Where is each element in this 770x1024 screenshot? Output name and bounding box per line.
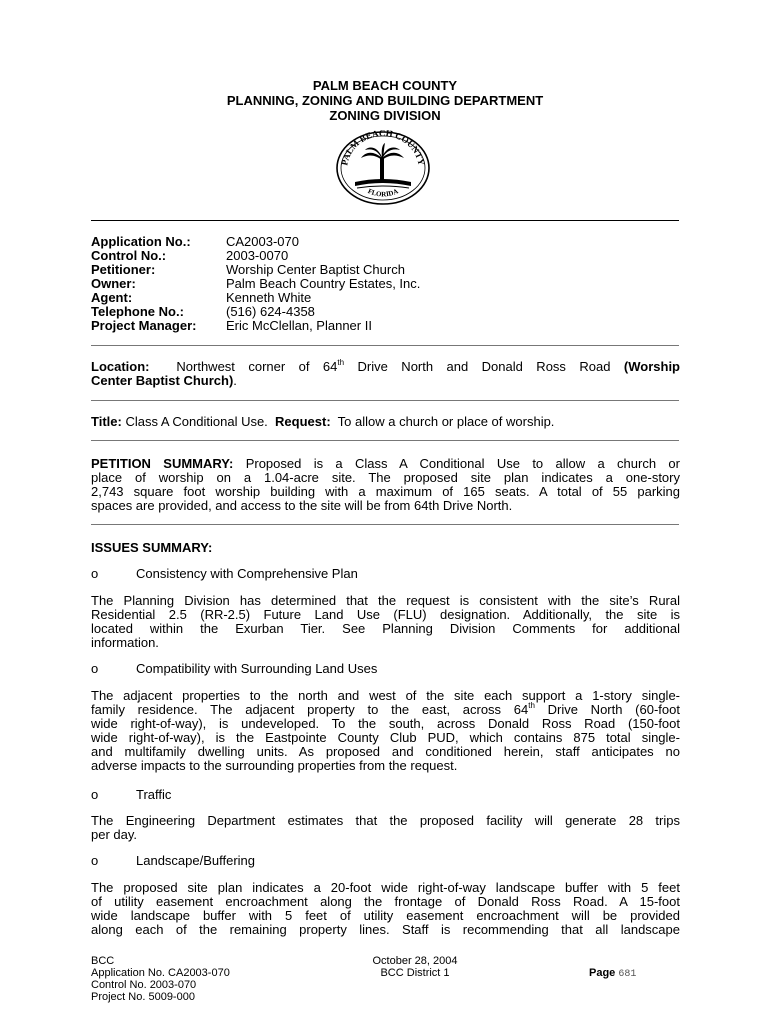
field-value: Worship Center Baptist Church xyxy=(226,262,405,277)
header-line-2: PLANNING, ZONING AND BUILDING DEPARTMENT xyxy=(226,93,544,108)
field-row xyxy=(91,319,420,333)
field-row xyxy=(91,249,420,263)
landscape-paragraph: The proposed site plan indicates a 20-foot wide right-of-way landscape buffer with 5 feet of utility easement encroachment along the frontage of Donald Ross Road. A 15-foot wide landscape buffer with 5 feet of utility easement encroachment will be provided along each of the remaining property lines. Staff is recommending that all landscape xyxy=(91,880,680,937)
field-label: Application No.: xyxy=(91,234,191,249)
field-row xyxy=(91,291,420,305)
consistency-paragraph: The Planning Division has determined that the request is consistent with the site’s Rural Residential 2.5 (RR-2.5) Future Land Use (FLU) designation. Additionally, the site is located within the Exurban Tier. See Planning Division Comments for additional information. xyxy=(91,593,680,650)
field-row xyxy=(91,235,420,249)
divider xyxy=(91,345,679,346)
field-label: Control No.: xyxy=(91,248,167,263)
field-label: Project Manager: xyxy=(91,318,197,333)
page-number xyxy=(589,967,636,981)
field-value: Palm Beach Country Estates, Inc. xyxy=(226,276,421,291)
divider xyxy=(91,440,679,441)
petition-label: PETITION SUMMARY: xyxy=(91,456,234,471)
petition-summary: PETITION SUMMARY: Proposed is a Class A Conditional Use to allow a church or place of worship on a 1.04-acre site. The proposed site plan indicates a one-story 2,743 square foot worship building with a maximum of 165 seats. A total of 55 parking spaces are provided, and access to the site will be from 64th Drive North. xyxy=(91,456,680,513)
page-label: Page xyxy=(589,967,616,979)
compatibility-paragraph: The adjacent properties to the north and west of the site each support a 1-story single- family residence. The adjacent property to the east, across 64th Drive North (60-foot wide right-of-way), is undeveloped. To the south, across Donald Ross Road (150-foot wide right-of-way), is the Eastpointe County Club PUD, which contains 875 total single- and multifamily dwelling units. As proposed and conditioned herein, staff anticipates no adverse impacts to the surrounding properties from the request. xyxy=(91,688,680,773)
field-label: Telephone No.: xyxy=(91,304,184,319)
bullet-mark: o xyxy=(91,853,99,868)
bullet-item: o Landscape/Buffering xyxy=(91,853,256,868)
location-paragraph: Location: Northwest corner of 64th Drive North and Donald Ross Road (Worship Center Baptist Church). xyxy=(91,357,680,388)
county-seal-logo xyxy=(333,130,433,206)
issues-heading: ISSUES SUMMARY: xyxy=(91,540,213,555)
field-row xyxy=(91,305,420,319)
field-label: Owner: xyxy=(91,276,136,291)
divider xyxy=(91,220,679,221)
request-label: Request: xyxy=(275,414,331,429)
page-number-value: 681 xyxy=(618,969,637,980)
field-value: (516) 624-4358 xyxy=(226,304,315,319)
footer-center: October 28, 2004 BCC District 1 xyxy=(372,955,458,979)
field-row xyxy=(91,277,420,291)
traffic-paragraph: The Engineering Department estimates that the proposed facility will generate 28 trips per day. xyxy=(91,813,680,842)
header-line-1: PALM BEACH COUNTY xyxy=(312,78,458,93)
bullet-mark: o xyxy=(91,566,99,581)
application-fields xyxy=(91,235,420,333)
bullet-mark: o xyxy=(91,787,99,802)
field-row xyxy=(91,263,420,277)
svg-text:PALM BEACH COUNTY: PALM BEACH COUNTY xyxy=(339,130,427,167)
field-value: Eric McClellan, Planner II xyxy=(226,318,372,333)
field-value: CA2003-070 xyxy=(226,234,299,249)
bullet-item: o Compatibility with Surrounding Land Uses xyxy=(91,661,378,676)
title-request-line: Title: Class A Conditional Use. Request: To allow a church or place of worship. xyxy=(91,414,555,429)
divider xyxy=(91,400,679,401)
bullet-mark: o xyxy=(91,661,99,676)
header-line-3: ZONING DIVISION xyxy=(329,108,441,123)
field-label: Agent: xyxy=(91,290,133,305)
field-value: Kenneth White xyxy=(226,290,312,305)
location-label: Location: xyxy=(91,359,150,374)
bullet-item: o Consistency with Comprehensive Plan xyxy=(91,566,358,581)
title-label: Title: xyxy=(91,414,122,429)
divider xyxy=(91,524,679,525)
field-label: Petitioner: xyxy=(91,262,156,277)
bullet-item: o Traffic xyxy=(91,787,172,802)
field-value: 2003-0070 xyxy=(226,248,289,263)
svg-text:FLORIDA: FLORIDA xyxy=(366,187,400,199)
footer-left: BCC Application No. CA2003-070 Control No. 2003-070 Project No. 5009-000 xyxy=(91,955,230,1003)
